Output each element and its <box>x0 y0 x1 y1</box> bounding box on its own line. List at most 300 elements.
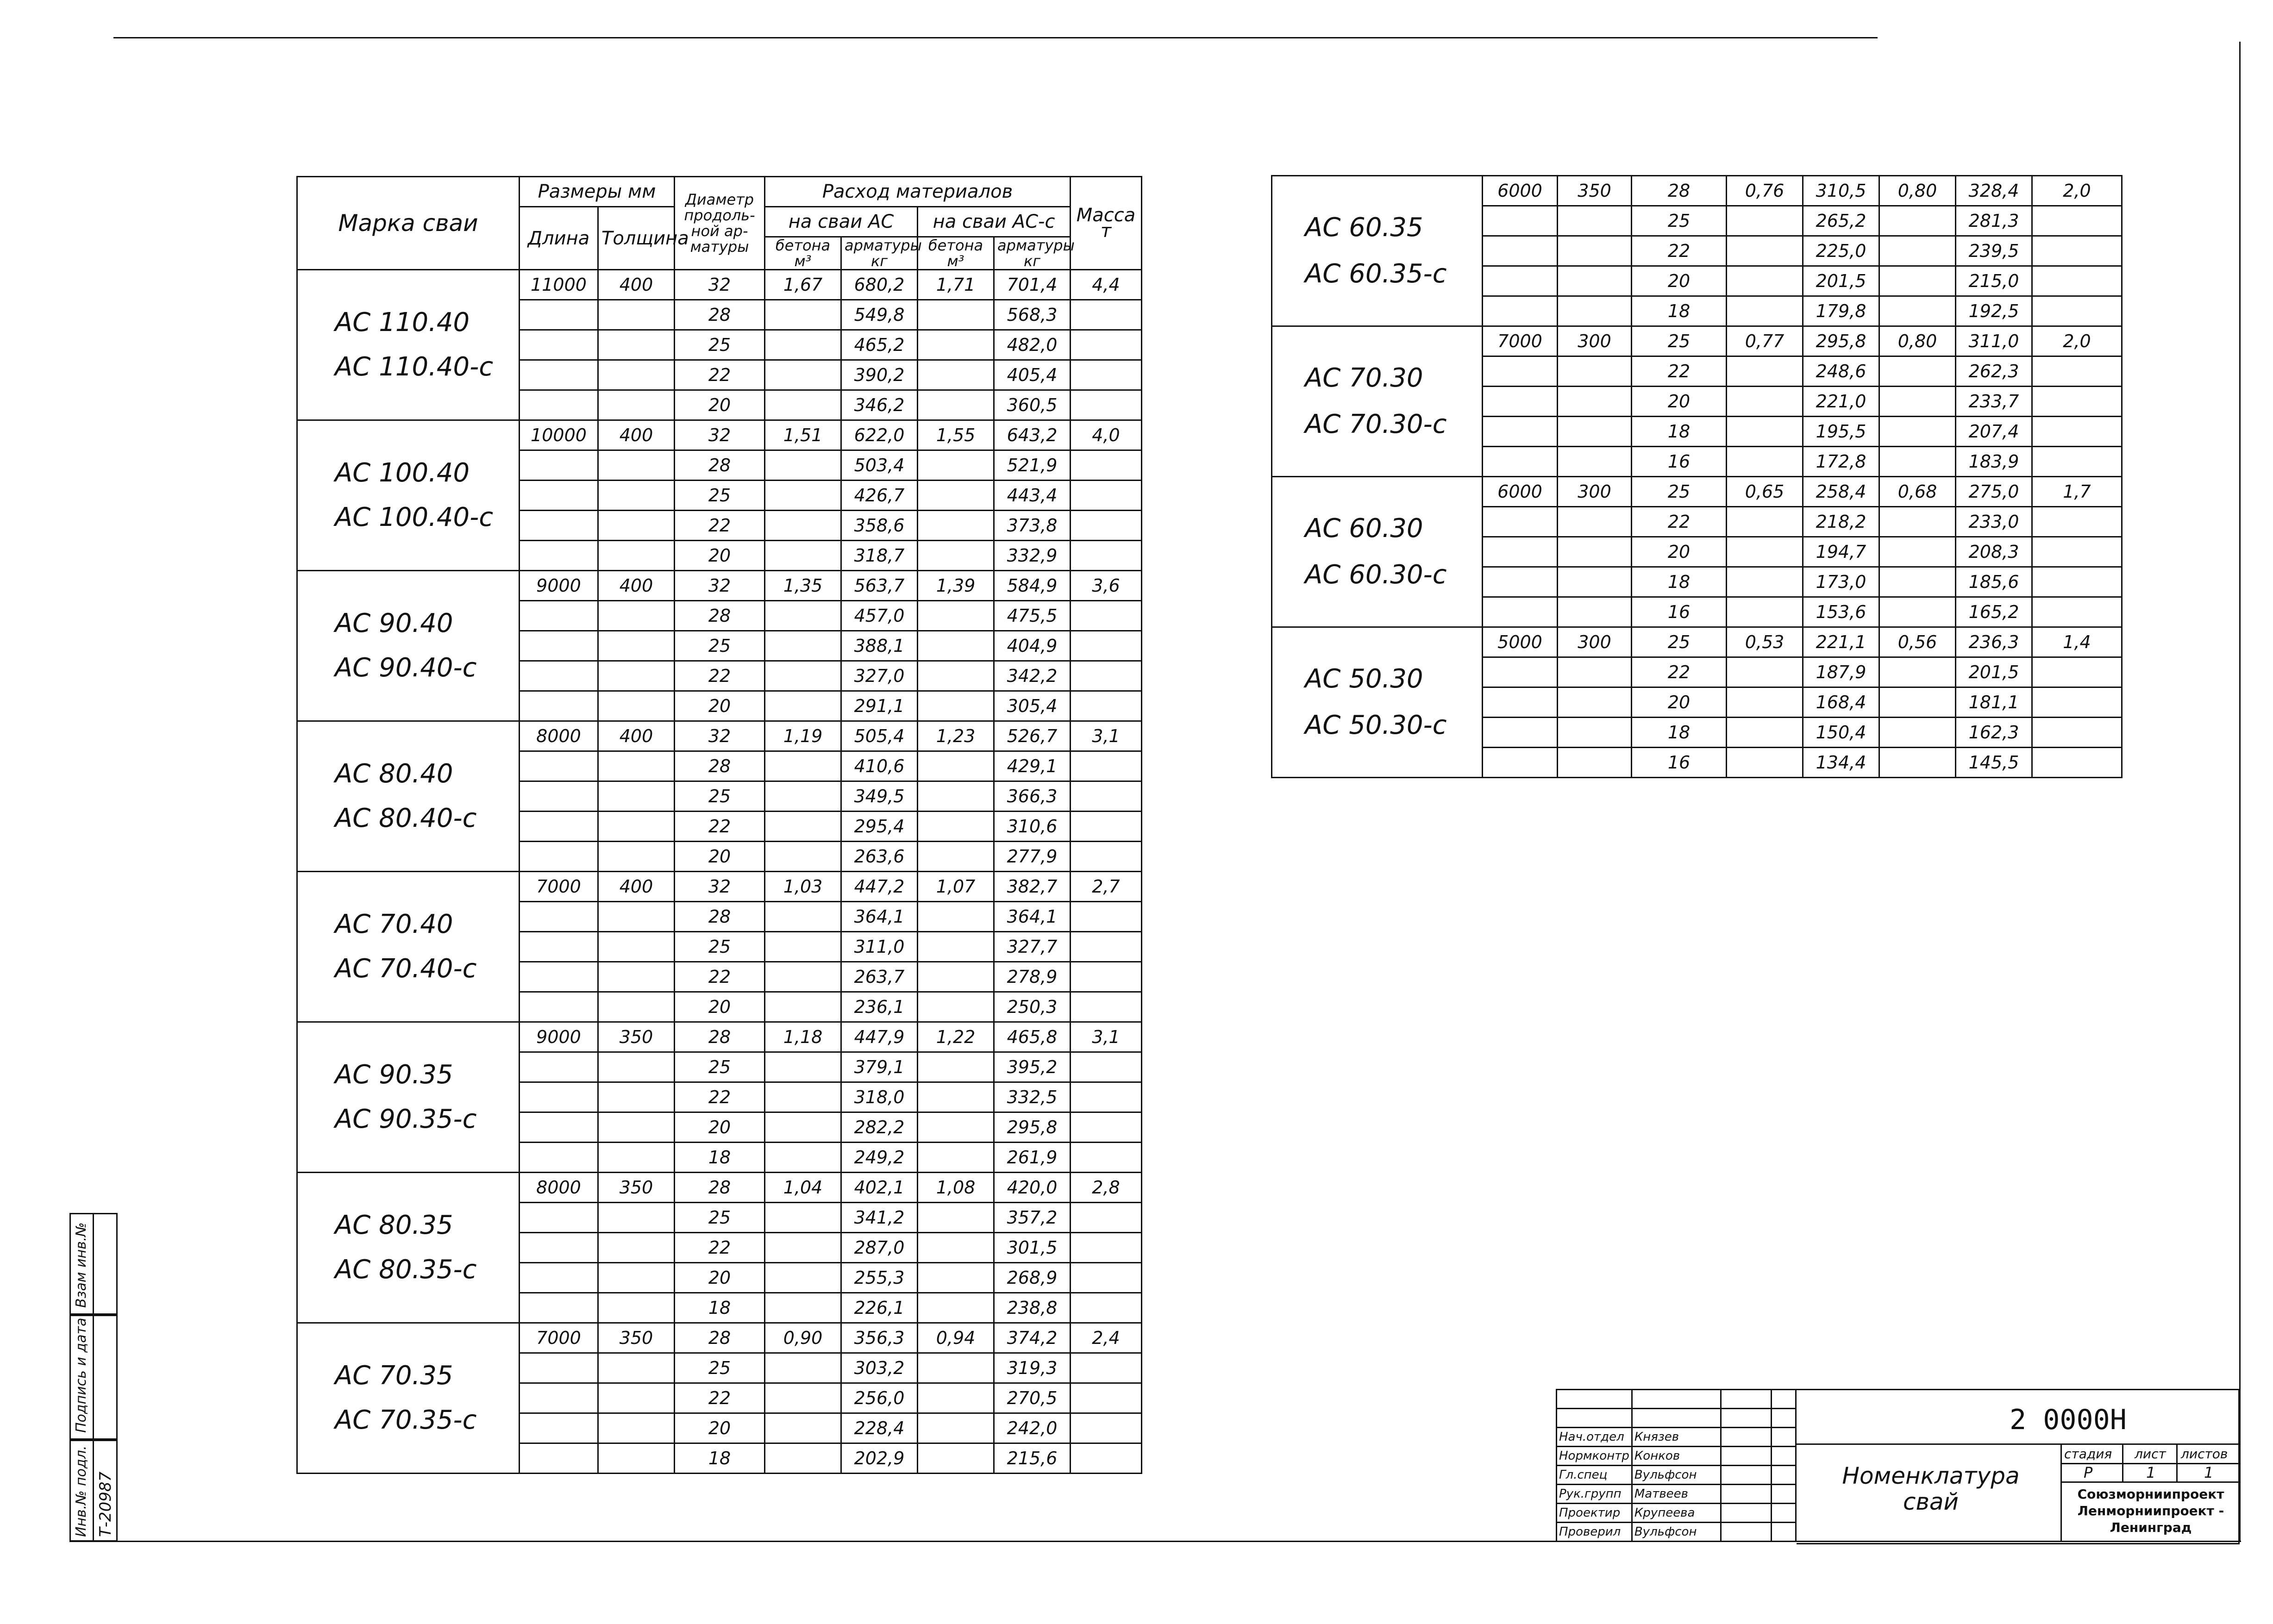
signer-role: Гл.спец <box>1557 1466 1632 1485</box>
rebar-diameter: 22 <box>675 962 765 992</box>
rebar-acc: 208,3 <box>1956 537 2032 567</box>
rebar-diameter: 18 <box>1632 417 1727 447</box>
rebar-acc: 233,0 <box>1956 507 2032 537</box>
concrete-acc <box>918 932 994 962</box>
pile-mark: АС 50.30 АС 50.30-с <box>1272 627 1483 778</box>
rebar-acc: 277,9 <box>994 842 1071 872</box>
concrete-acc: 0,94 <box>918 1323 994 1353</box>
rebar-acc: 181,1 <box>1956 687 2032 718</box>
concrete-ac <box>1727 356 1803 387</box>
concrete-acc <box>918 812 994 842</box>
rebar-diameter: 25 <box>1632 627 1727 657</box>
rebar-diameter: 25 <box>675 330 765 360</box>
concrete-acc <box>918 842 994 872</box>
pile-mass <box>2032 597 2122 627</box>
concrete-ac <box>1727 206 1803 236</box>
rebar-diameter: 25 <box>1632 477 1727 507</box>
concrete-acc <box>918 1143 994 1173</box>
rebar-diameter: 20 <box>675 1263 765 1293</box>
pile-mass <box>2032 537 2122 567</box>
concrete-acc <box>1879 567 1956 597</box>
signer-signature <box>1721 1485 1772 1504</box>
rebar-acc: 183,9 <box>1956 447 2032 477</box>
rebar-diameter: 32 <box>675 872 765 902</box>
pile-length <box>1483 748 1558 778</box>
table-row <box>297 721 1142 751</box>
signer-date <box>1771 1485 1796 1504</box>
concrete-ac <box>765 1112 841 1143</box>
concrete-acc <box>1879 296 1956 326</box>
pile-length <box>520 1383 598 1413</box>
rebar-acc: 357,2 <box>994 1203 1071 1233</box>
concrete-acc <box>918 511 994 541</box>
rebar-acc: 319,3 <box>994 1353 1071 1383</box>
pile-mass <box>1071 751 1142 781</box>
header-rebar-acc: арматуры кг <box>994 237 1071 270</box>
concrete-ac <box>765 842 841 872</box>
concrete-ac <box>765 511 841 541</box>
pile-thickness <box>598 1082 675 1112</box>
concrete-ac: 1,51 <box>765 420 841 450</box>
concrete-ac: 1,19 <box>765 721 841 751</box>
pile-length: 8000 <box>520 1173 598 1203</box>
rebar-acc: 301,5 <box>994 1233 1071 1263</box>
sheets-value: 1 <box>2204 1464 2214 1481</box>
pile-length <box>1483 266 1558 296</box>
rebar-acc: 443,4 <box>994 481 1071 511</box>
pile-thickness: 350 <box>598 1323 675 1353</box>
pile-thickness <box>598 1293 675 1323</box>
rebar-acc: 342,2 <box>994 661 1071 691</box>
header-consumption: Расход материалов <box>765 177 1071 207</box>
pile-length <box>520 450 598 481</box>
sheet-label: лист <box>2135 1446 2166 1462</box>
rebar-ac: 390,2 <box>841 360 918 390</box>
pile-thickness <box>1558 657 1632 687</box>
rebar-acc: 373,8 <box>994 511 1071 541</box>
pile-mark: АС 60.30 АС 60.30-с <box>1272 477 1483 627</box>
concrete-ac <box>1727 507 1803 537</box>
rebar-ac: 388,1 <box>841 631 918 661</box>
pile-thickness <box>598 1353 675 1383</box>
pile-thickness <box>598 992 675 1022</box>
rebar-diameter: 18 <box>675 1143 765 1173</box>
rebar-diameter: 28 <box>675 601 765 631</box>
concrete-ac <box>765 1203 841 1233</box>
rebar-ac: 426,7 <box>841 481 918 511</box>
concrete-ac <box>765 1233 841 1263</box>
rebar-diameter: 20 <box>675 691 765 721</box>
rebar-acc: 360,5 <box>994 390 1071 420</box>
concrete-acc <box>1879 236 1956 266</box>
rebar-ac: 150,4 <box>1803 718 1879 748</box>
rebar-acc: 327,7 <box>994 932 1071 962</box>
header-mark: Марка сваи <box>297 177 520 270</box>
pile-length: 7000 <box>1483 326 1558 356</box>
concrete-acc <box>918 1082 994 1112</box>
pile-mass <box>2032 387 2122 417</box>
pile-mass: 2,8 <box>1071 1173 1142 1203</box>
pile-mark: АС 100.40 АС 100.40-с <box>297 420 520 571</box>
rebar-diameter: 20 <box>675 842 765 872</box>
pile-mark: АС 70.35 АС 70.35-с <box>297 1323 520 1474</box>
rebar-acc: 250,3 <box>994 992 1071 1022</box>
concrete-ac <box>765 1443 841 1474</box>
rebar-diameter: 18 <box>675 1443 765 1474</box>
signer-role: Рук.групп <box>1557 1485 1632 1504</box>
pile-mass <box>2032 236 2122 266</box>
concrete-acc <box>1879 537 1956 567</box>
rebar-acc: 643,2 <box>994 420 1071 450</box>
concrete-ac: 1,67 <box>765 270 841 300</box>
concrete-ac <box>765 450 841 481</box>
pile-mass <box>1071 902 1142 932</box>
rebar-ac: 194,7 <box>1803 537 1879 567</box>
pile-mass <box>1071 300 1142 330</box>
pile-mass <box>2032 266 2122 296</box>
rebar-ac: 505,4 <box>841 721 918 751</box>
rebar-acc: 475,5 <box>994 601 1071 631</box>
rebar-ac: 263,6 <box>841 842 918 872</box>
rebar-ac: 173,0 <box>1803 567 1879 597</box>
pile-thickness <box>598 932 675 962</box>
signer-row <box>1557 1485 1796 1504</box>
signer-name: Вульфсон <box>1632 1523 1721 1542</box>
rebar-ac: 465,2 <box>841 330 918 360</box>
rebar-acc: 262,3 <box>1956 356 2032 387</box>
pile-length <box>1483 236 1558 266</box>
pile-mark: АС 90.35 АС 90.35-с <box>297 1022 520 1173</box>
rebar-ac: 379,1 <box>841 1052 918 1082</box>
concrete-acc <box>918 1443 994 1474</box>
rebar-acc: 366,3 <box>994 781 1071 812</box>
concrete-ac: 1,03 <box>765 872 841 902</box>
concrete-acc <box>1879 356 1956 387</box>
rebar-ac: 303,2 <box>841 1353 918 1383</box>
pile-length: 10000 <box>520 420 598 450</box>
pile-thickness <box>1558 417 1632 447</box>
rebar-acc: 311,0 <box>1956 326 2032 356</box>
rebar-acc: 275,0 <box>1956 477 2032 507</box>
concrete-ac <box>1727 236 1803 266</box>
signer-role: Проектир <box>1557 1504 1632 1523</box>
pile-length <box>1483 687 1558 718</box>
concrete-acc <box>918 751 994 781</box>
rebar-acc: 207,4 <box>1956 417 2032 447</box>
pile-length <box>520 360 598 390</box>
concrete-ac <box>765 781 841 812</box>
pile-length <box>520 902 598 932</box>
header-thickness: Толщина <box>598 207 675 270</box>
signer-row <box>1557 1466 1796 1485</box>
pile-length: 7000 <box>520 872 598 902</box>
rebar-diameter: 22 <box>675 1383 765 1413</box>
pile-mass <box>1071 781 1142 812</box>
rebar-ac: 310,5 <box>1803 176 1879 206</box>
pile-length: 5000 <box>1483 627 1558 657</box>
rebar-diameter: 25 <box>1632 326 1727 356</box>
pile-thickness <box>598 1383 675 1413</box>
rebar-ac: 263,7 <box>841 962 918 992</box>
pile-thickness <box>1558 567 1632 597</box>
pile-mass <box>2032 657 2122 687</box>
right-rule <box>2239 42 2241 1542</box>
drawing-title: Номенклатура свай <box>1842 1462 2020 1515</box>
rebar-ac: 549,8 <box>841 300 918 330</box>
concrete-ac <box>1727 687 1803 718</box>
header-sizes: Размеры мм <box>520 177 675 207</box>
rebar-acc: 310,6 <box>994 812 1071 842</box>
rebar-diameter: 20 <box>1632 537 1727 567</box>
pile-thickness <box>598 842 675 872</box>
rebar-ac: 364,1 <box>841 902 918 932</box>
concrete-ac <box>765 541 841 571</box>
concrete-acc <box>1879 417 1956 447</box>
pile-thickness <box>1558 537 1632 567</box>
rebar-acc: 215,6 <box>994 1443 1071 1474</box>
signer-row <box>1557 1428 1796 1447</box>
concrete-acc <box>918 992 994 1022</box>
side-stamp-inv-label: Инв.№ подл. <box>73 1445 89 1537</box>
pile-mass <box>1071 661 1142 691</box>
pile-thickness <box>598 360 675 390</box>
concrete-acc <box>1879 687 1956 718</box>
concrete-acc <box>918 1383 994 1413</box>
pile-length <box>520 1112 598 1143</box>
rebar-ac: 447,2 <box>841 872 918 902</box>
pile-thickness: 400 <box>598 571 675 601</box>
pile-thickness: 400 <box>598 270 675 300</box>
rebar-ac: 295,4 <box>841 812 918 842</box>
signer-name: Вульфсон <box>1632 1466 1721 1485</box>
concrete-ac <box>765 751 841 781</box>
tb-divider-v2 <box>2122 1443 2123 1483</box>
concrete-ac <box>765 300 841 330</box>
pile-length <box>520 1143 598 1173</box>
rebar-ac: 287,0 <box>841 1233 918 1263</box>
pile-mass <box>2032 447 2122 477</box>
pile-thickness <box>598 1112 675 1143</box>
concrete-ac <box>765 932 841 962</box>
rebar-ac: 218,2 <box>1803 507 1879 537</box>
rebar-acc: 332,5 <box>994 1082 1071 1112</box>
side-stamp-replace-label: Взам инв.№ <box>73 1222 89 1308</box>
rebar-diameter: 22 <box>675 1233 765 1263</box>
concrete-ac <box>765 902 841 932</box>
table-row <box>297 420 1142 450</box>
rebar-diameter: 18 <box>1632 567 1727 597</box>
pile-length <box>1483 296 1558 326</box>
rebar-diameter: 32 <box>675 270 765 300</box>
signer-date <box>1771 1504 1796 1523</box>
rebar-diameter: 20 <box>675 1112 765 1143</box>
concrete-acc <box>1879 748 1956 778</box>
pile-thickness: 300 <box>1558 627 1632 657</box>
pile-length <box>1483 206 1558 236</box>
pile-thickness <box>598 962 675 992</box>
rebar-ac: 256,0 <box>841 1383 918 1413</box>
rebar-ac: 358,6 <box>841 511 918 541</box>
pile-length: 9000 <box>520 1022 598 1052</box>
concrete-ac <box>1727 657 1803 687</box>
concrete-ac <box>765 1082 841 1112</box>
pile-length <box>520 781 598 812</box>
concrete-acc <box>1879 718 1956 748</box>
pile-length <box>520 390 598 420</box>
concrete-ac <box>765 1353 841 1383</box>
pile-thickness: 400 <box>598 721 675 751</box>
rebar-diameter: 18 <box>1632 718 1727 748</box>
pile-thickness <box>598 661 675 691</box>
rebar-acc: 568,3 <box>994 300 1071 330</box>
header-mass: Масса т <box>1071 177 1142 270</box>
rebar-ac: 349,5 <box>841 781 918 812</box>
concrete-ac <box>765 631 841 661</box>
concrete-acc <box>1879 206 1956 236</box>
pile-length <box>520 691 598 721</box>
signer-signature <box>1721 1523 1772 1542</box>
table-row <box>297 1173 1142 1203</box>
concrete-acc <box>918 691 994 721</box>
pile-mass <box>1071 360 1142 390</box>
rebar-acc: 382,7 <box>994 872 1071 902</box>
rebar-diameter: 18 <box>675 1293 765 1323</box>
header-rebar-ac: арматуры кг <box>841 237 918 270</box>
pile-thickness <box>1558 507 1632 537</box>
table-row <box>297 1323 1142 1353</box>
pile-mass <box>1071 1112 1142 1143</box>
rebar-ac: 236,1 <box>841 992 918 1022</box>
rebar-ac: 225,0 <box>1803 236 1879 266</box>
rebar-acc: 268,9 <box>994 1263 1071 1293</box>
pile-thickness <box>1558 597 1632 627</box>
tb-divider-v3 <box>2176 1443 2178 1483</box>
pile-thickness: 400 <box>598 420 675 450</box>
pile-length: 11000 <box>520 270 598 300</box>
pile-length <box>520 1263 598 1293</box>
rebar-diameter: 28 <box>675 300 765 330</box>
concrete-ac <box>1727 567 1803 597</box>
pile-thickness <box>1558 206 1632 236</box>
pile-length <box>520 300 598 330</box>
rebar-acc: 201,5 <box>1956 657 2032 687</box>
rebar-diameter: 20 <box>1632 266 1727 296</box>
concrete-acc <box>918 902 994 932</box>
pile-thickness <box>598 1413 675 1443</box>
pile-length <box>520 1052 598 1082</box>
rebar-ac: 503,4 <box>841 450 918 481</box>
signers-table <box>1556 1389 1797 1542</box>
pile-mass: 3,1 <box>1071 1022 1142 1052</box>
rebar-ac: 356,3 <box>841 1323 918 1353</box>
sheet-value: 1 <box>2146 1464 2156 1481</box>
rebar-diameter: 25 <box>675 1353 765 1383</box>
rebar-diameter: 32 <box>675 420 765 450</box>
table-row <box>297 270 1142 300</box>
rebar-diameter: 25 <box>675 1203 765 1233</box>
pile-mass <box>1071 481 1142 511</box>
piles-table-left <box>296 176 1142 1474</box>
stage-label: стадия <box>2064 1446 2112 1462</box>
rebar-ac: 265,2 <box>1803 206 1879 236</box>
rebar-acc: 165,2 <box>1956 597 2032 627</box>
concrete-ac <box>765 360 841 390</box>
rebar-ac: 228,4 <box>841 1413 918 1443</box>
signer-row <box>1557 1523 1796 1542</box>
rebar-diameter: 28 <box>675 450 765 481</box>
rebar-acc: 584,9 <box>994 571 1071 601</box>
concrete-acc <box>918 962 994 992</box>
right-table-body <box>1272 176 2122 778</box>
pile-length <box>520 992 598 1022</box>
concrete-acc <box>918 601 994 631</box>
concrete-acc <box>918 1413 994 1443</box>
rebar-ac: 248,6 <box>1803 356 1879 387</box>
signer-signature <box>1721 1447 1772 1466</box>
rebar-diameter: 32 <box>675 571 765 601</box>
pile-length: 7000 <box>520 1323 598 1353</box>
pile-length <box>520 1293 598 1323</box>
rebar-ac: 221,0 <box>1803 387 1879 417</box>
pile-thickness <box>1558 718 1632 748</box>
pile-thickness: 400 <box>598 872 675 902</box>
rebar-acc: 405,4 <box>994 360 1071 390</box>
concrete-acc <box>1879 387 1956 417</box>
concrete-acc <box>1879 266 1956 296</box>
pile-length: 6000 <box>1483 477 1558 507</box>
pile-mass: 1,7 <box>2032 477 2122 507</box>
pile-mass <box>2032 567 2122 597</box>
rebar-ac: 318,7 <box>841 541 918 571</box>
pile-mark: АС 80.35 АС 80.35-с <box>297 1173 520 1323</box>
rebar-acc: 261,9 <box>994 1143 1071 1173</box>
rebar-diameter: 20 <box>675 992 765 1022</box>
concrete-acc <box>1879 447 1956 477</box>
concrete-ac <box>1727 417 1803 447</box>
rebar-acc: 305,4 <box>994 691 1071 721</box>
pile-mass <box>1071 691 1142 721</box>
concrete-ac <box>1727 266 1803 296</box>
signer-role: Нач.отдел <box>1557 1428 1632 1447</box>
side-stamp-sign-label: Подпись и дата <box>73 1318 89 1433</box>
pile-length <box>520 1413 598 1443</box>
signer-signature <box>1721 1504 1772 1523</box>
pile-mass <box>1071 541 1142 571</box>
side-stamp-inv-value: Т-20987 <box>96 1471 115 1537</box>
signer-signature <box>1721 1428 1772 1447</box>
pile-thickness <box>598 781 675 812</box>
pile-length <box>520 812 598 842</box>
rebar-ac: 447,9 <box>841 1022 918 1052</box>
concrete-ac <box>1727 597 1803 627</box>
signer-date <box>1771 1428 1796 1447</box>
sheets-label: листов <box>2181 1446 2228 1462</box>
concrete-ac <box>1727 387 1803 417</box>
concrete-acc <box>1879 657 1956 687</box>
concrete-acc: 0,80 <box>1879 176 1956 206</box>
rebar-diameter: 20 <box>675 541 765 571</box>
signer-signature <box>1721 1466 1772 1485</box>
rebar-acc: 482,0 <box>994 330 1071 360</box>
pile-length <box>1483 356 1558 387</box>
concrete-ac <box>765 1263 841 1293</box>
concrete-ac: 1,35 <box>765 571 841 601</box>
rebar-acc: 526,7 <box>994 721 1071 751</box>
concrete-ac <box>765 962 841 992</box>
pile-mass <box>1071 962 1142 992</box>
table-row <box>297 872 1142 902</box>
pile-mass <box>1071 330 1142 360</box>
